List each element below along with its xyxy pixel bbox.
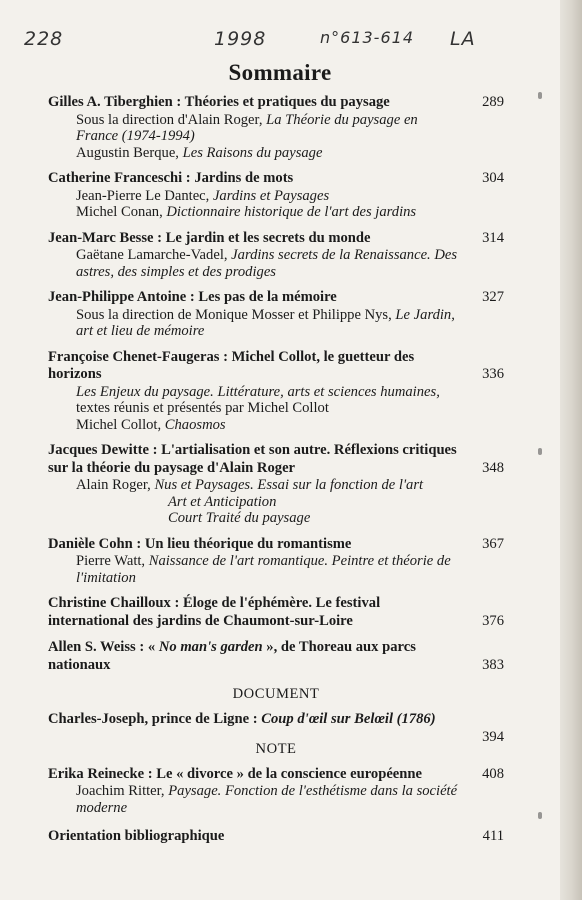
page-title: Sommaire <box>228 60 332 85</box>
toc-entry <box>48 442 504 527</box>
entry-page: 376 <box>482 612 504 629</box>
toc-entry <box>48 170 504 221</box>
entry-page: 348 <box>482 459 504 476</box>
entry-heading <box>48 289 504 307</box>
entry-heading: Charles-Joseph, prince de Ligne : Coup d'œil sur Belœil (1786) <box>48 711 436 727</box>
entry-author: Jacques Dewitte <box>48 442 149 458</box>
handwritten-issue: n°613-614 <box>320 28 414 47</box>
entry-heading: Allen S. Weiss : « No man's garden », de Thoreau aux parcs nationaux <box>48 639 416 673</box>
entry-page: 367 <box>482 535 504 552</box>
entry-title: Orientation bibliographique <box>48 828 225 844</box>
entry-author: Catherine Franceschi <box>48 170 183 186</box>
paper-edge <box>560 0 582 900</box>
reviewed-work: Joachim Ritter, Paysage. Fonction de l'esthétisme dans la société moderne <box>76 783 458 816</box>
entry-heading <box>48 230 504 248</box>
entry-title: : Jardins de mots <box>182 170 294 186</box>
handwritten-initials: LA <box>450 28 476 50</box>
entry-title-italic: Coup d'œil sur Belœil (1786) <box>261 711 436 727</box>
entry-heading <box>48 94 504 112</box>
entry-title: : Éloge de l'éphémère. Le festival international des jardins de Chaumont-sur-Loire <box>48 595 381 629</box>
entry-title: : Le jardin et les secrets du monde <box>153 229 371 246</box>
toc-entry <box>48 766 504 817</box>
entry-author: Charles-Joseph, prince de Ligne <box>48 711 250 727</box>
entry-heading <box>48 170 504 188</box>
reviewed-work: Alain Roger, Nus et Paysages. Essai sur la fonction de l'art <box>76 477 424 493</box>
entry-title: : Théories et pratiques du paysage <box>172 94 390 110</box>
entry-page: 383 <box>482 656 504 673</box>
reviewed-work: Gaëtane Lamarche-Vadel, Jardins secrets de la Renaissance. Des astres, des simples et des prodiges <box>76 247 458 280</box>
entry-author: Erika Reinecke <box>48 765 145 782</box>
entry-title-italic: No man's garden <box>158 639 263 655</box>
entry-author: Christine Chailloux <box>48 595 171 611</box>
entry-author: Danièle Cohn <box>48 535 133 552</box>
reviewed-work: Court Traité du paysage <box>168 510 311 526</box>
binding-hole <box>538 812 542 819</box>
reviewed-work: Pierre Watt, Naissance de l'art romantique. Peintre et théorie de l'imitation <box>76 553 451 586</box>
toc-entry <box>48 94 504 161</box>
entry-title: : Un lieu théorique du romantisme <box>132 535 352 552</box>
entry-author: Françoise Chenet-Faugeras <box>48 348 220 365</box>
section-heading-document: DOCUMENT <box>232 686 320 702</box>
reviewed-work: Michel Conan, Dictionnaire historique de l'art des jardins <box>76 204 417 220</box>
entry-page: 327 <box>482 289 504 305</box>
entry-author: Allen S. Weiss <box>48 639 136 655</box>
reviewed-work: Augustin Berque, Les Raisons du paysage <box>76 144 323 161</box>
entry-page: 408 <box>482 765 504 782</box>
table-of-contents <box>48 94 504 855</box>
entry-author: Gilles A. Tiberghien <box>48 94 173 110</box>
entry-heading <box>48 536 504 554</box>
entry-title: : Le « divorce » de la conscience européenne <box>144 765 422 782</box>
toc-entry <box>48 639 504 674</box>
reviewed-work: Sous la direction d'Alain Roger, La Théorie du paysage en France (1974-1994) <box>76 111 418 144</box>
entry-author: Jean-Philippe Antoine <box>48 289 187 305</box>
reviewed-work: Michel Collot, Chaosmos <box>76 416 226 433</box>
toc-entry <box>48 289 504 340</box>
toc-entry <box>48 711 504 745</box>
entry-page: 304 <box>482 170 504 186</box>
handwritten-year: 1998 <box>214 28 267 50</box>
toc-entry <box>48 230 504 281</box>
toc-entry <box>48 536 504 587</box>
entry-page: 394 <box>482 728 504 745</box>
binding-hole <box>538 92 542 99</box>
entry-title: : Michel Collot, le guetteur des horizons <box>48 348 415 382</box>
toc-entry <box>48 595 504 630</box>
entry-heading <box>48 766 504 784</box>
toc-entry <box>48 349 504 434</box>
reviewed-work: Sous la direction de Monique Mosser et Philippe Nys, Le Jardin, art et lieu de mémoire <box>76 306 455 339</box>
entry-heading <box>48 442 504 477</box>
reviewed-work: Jean-Pierre Le Dantec, Jardins et Paysages <box>76 187 330 204</box>
section-heading-note: NOTE <box>255 740 297 757</box>
binding-hole <box>538 448 542 455</box>
entry-title: : L'artialisation et son autre. Réflexions critiques sur la théorie du paysage d'Alain Roger <box>48 442 457 476</box>
entry-page: 411 <box>482 828 504 844</box>
reviewed-work: Les Enjeux du paysage. Littérature, arts et sciences humaines, textes réunis et présentés par Michel Collot <box>76 383 440 416</box>
toc-entry <box>48 828 504 846</box>
reviewed-work: Art et Anticipation <box>168 493 277 510</box>
entry-page: 336 <box>482 366 504 382</box>
entry-heading <box>48 595 504 630</box>
handwritten-number: 228 <box>24 28 64 50</box>
entry-page: 289 <box>482 94 504 110</box>
entry-page: 314 <box>482 229 504 246</box>
entry-author: Jean-Marc Besse <box>48 229 154 246</box>
entry-title: : Les pas de la mémoire <box>186 289 337 305</box>
entry-heading <box>48 349 504 384</box>
